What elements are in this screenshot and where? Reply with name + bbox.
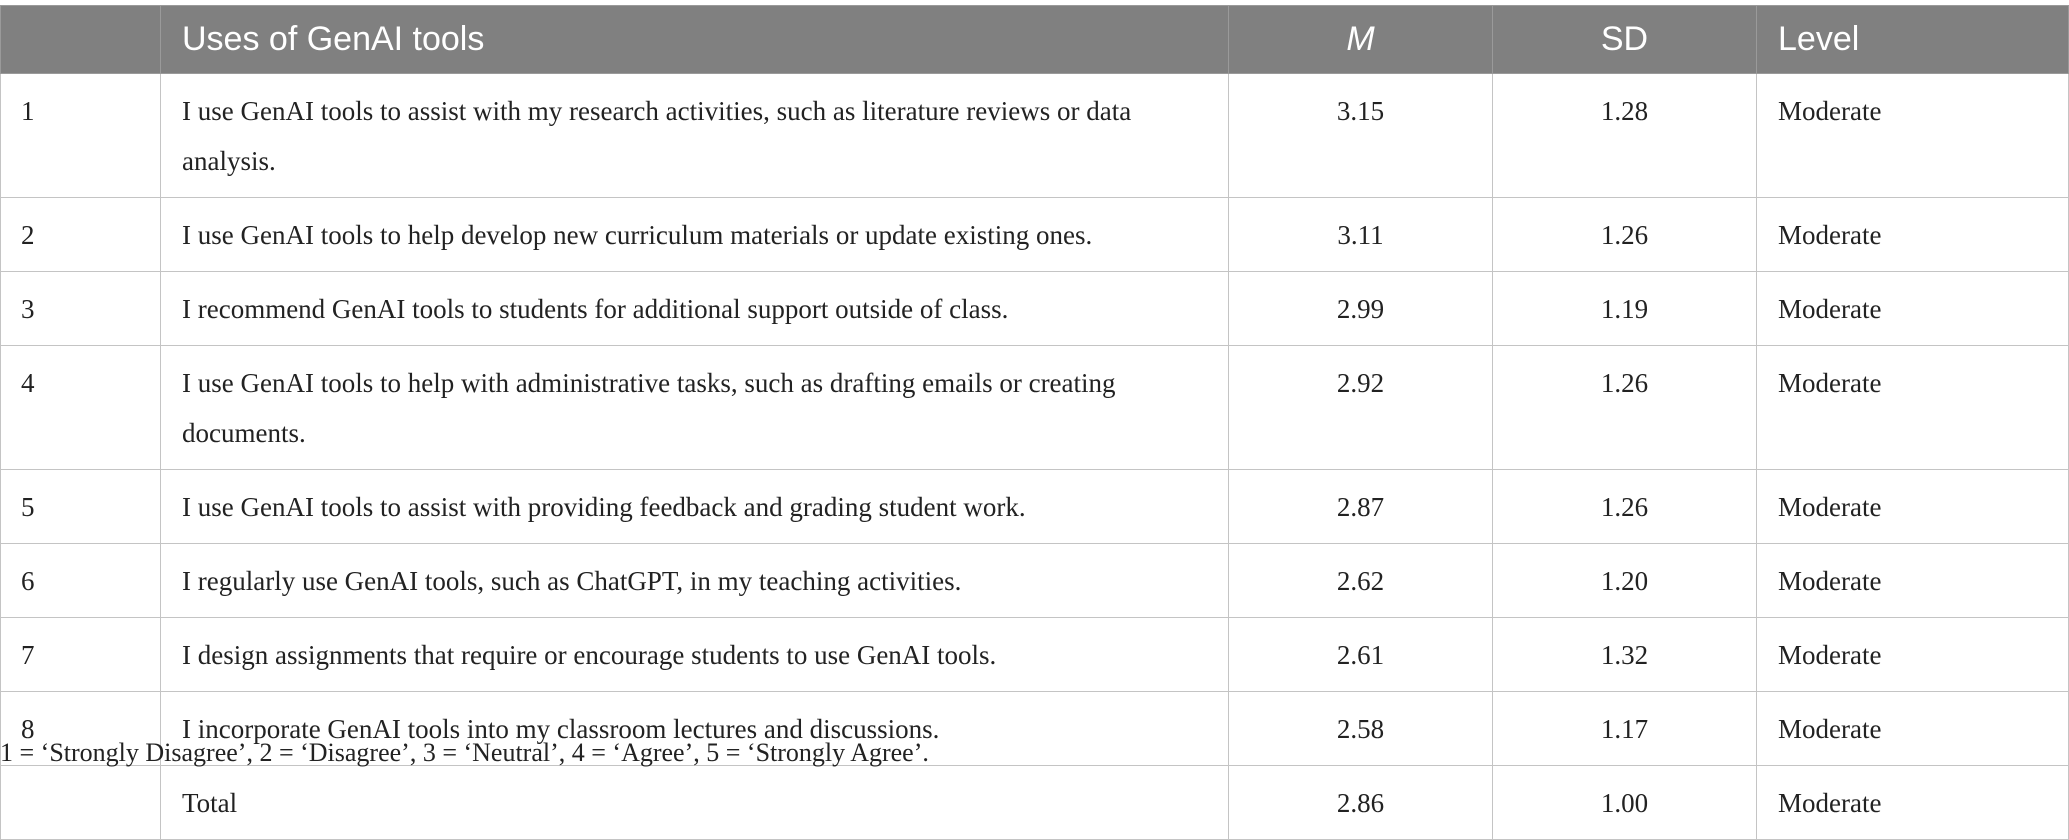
results-table-container [0,5,2068,840]
table-footnote: 1 = ‘Strongly Disagree’, 2 = ‘Disagree’, 3 = ‘Neutral’, 4 = ‘Agree’, 5 = ‘Strongly Agree’. [0,738,929,767]
row-mean: 2.86 [1229,766,1493,840]
table-row [1,618,2069,692]
row-level: Moderate [1757,618,2069,692]
row-mean: 2.61 [1229,618,1493,692]
row-number: 6 [1,544,161,618]
row-item: I use GenAI tools to help develop new curriculum materials or update existing ones. [161,198,1229,272]
row-sd: 1.17 [1493,692,1757,766]
row-number: 8 [1,692,161,766]
row-sd: 1.26 [1493,346,1757,470]
table-row [1,346,2069,470]
row-item: Total [161,766,1229,840]
row-sd: 1.20 [1493,544,1757,618]
row-level: Moderate [1757,74,2069,198]
row-mean: 3.15 [1229,74,1493,198]
table-row [1,470,2069,544]
row-item: I use GenAI tools to help with administrative tasks, such as drafting emails or creating documents. [161,346,1229,470]
row-mean: 2.87 [1229,470,1493,544]
row-level: Moderate [1757,544,2069,618]
row-item: I recommend GenAI tools to students for additional support outside of class. [161,272,1229,346]
row-level: Moderate [1757,272,2069,346]
table-header [1,6,2069,74]
row-mean: 2.99 [1229,272,1493,346]
row-item: I use GenAI tools to assist with providing feedback and grading student work. [161,470,1229,544]
row-mean: 2.58 [1229,692,1493,766]
header-mean: M [1229,6,1493,74]
header-item: Uses of GenAI tools [161,6,1229,74]
row-level: Moderate [1757,198,2069,272]
row-number: 5 [1,470,161,544]
row-mean: 2.62 [1229,544,1493,618]
row-number: 1 [1,74,161,198]
row-sd: 1.00 [1493,766,1757,840]
row-item: I design assignments that require or encourage students to use GenAI tools. [161,618,1229,692]
row-number: 3 [1,272,161,346]
genai-uses-table [0,5,2069,840]
table-row [1,74,2069,198]
row-sd: 1.26 [1493,198,1757,272]
row-number: 7 [1,618,161,692]
header-level: Level [1757,6,2069,74]
header-row [1,6,2069,74]
row-item: I incorporate GenAI tools into my classroom lectures and discussions. [161,692,1229,766]
row-sd: 1.19 [1493,272,1757,346]
row-sd: 1.28 [1493,74,1757,198]
table-row [1,198,2069,272]
row-level: Moderate [1757,346,2069,470]
row-sd: 1.26 [1493,470,1757,544]
row-level: Moderate [1757,766,2069,840]
row-number: 2 [1,198,161,272]
table-row [1,544,2069,618]
table-row [1,272,2069,346]
row-item: I use GenAI tools to assist with my research activities, such as literature reviews or data analysis. [161,74,1229,198]
row-level: Moderate [1757,692,2069,766]
row-mean: 3.11 [1229,198,1493,272]
row-mean: 2.92 [1229,346,1493,470]
header-number [1,6,161,74]
row-item: I regularly use GenAI tools, such as ChatGPT, in my teaching activities. [161,544,1229,618]
table-body [1,74,2069,840]
row-level: Moderate [1757,470,2069,544]
row-sd: 1.32 [1493,618,1757,692]
header-sd: SD [1493,6,1757,74]
row-number: 4 [1,346,161,470]
